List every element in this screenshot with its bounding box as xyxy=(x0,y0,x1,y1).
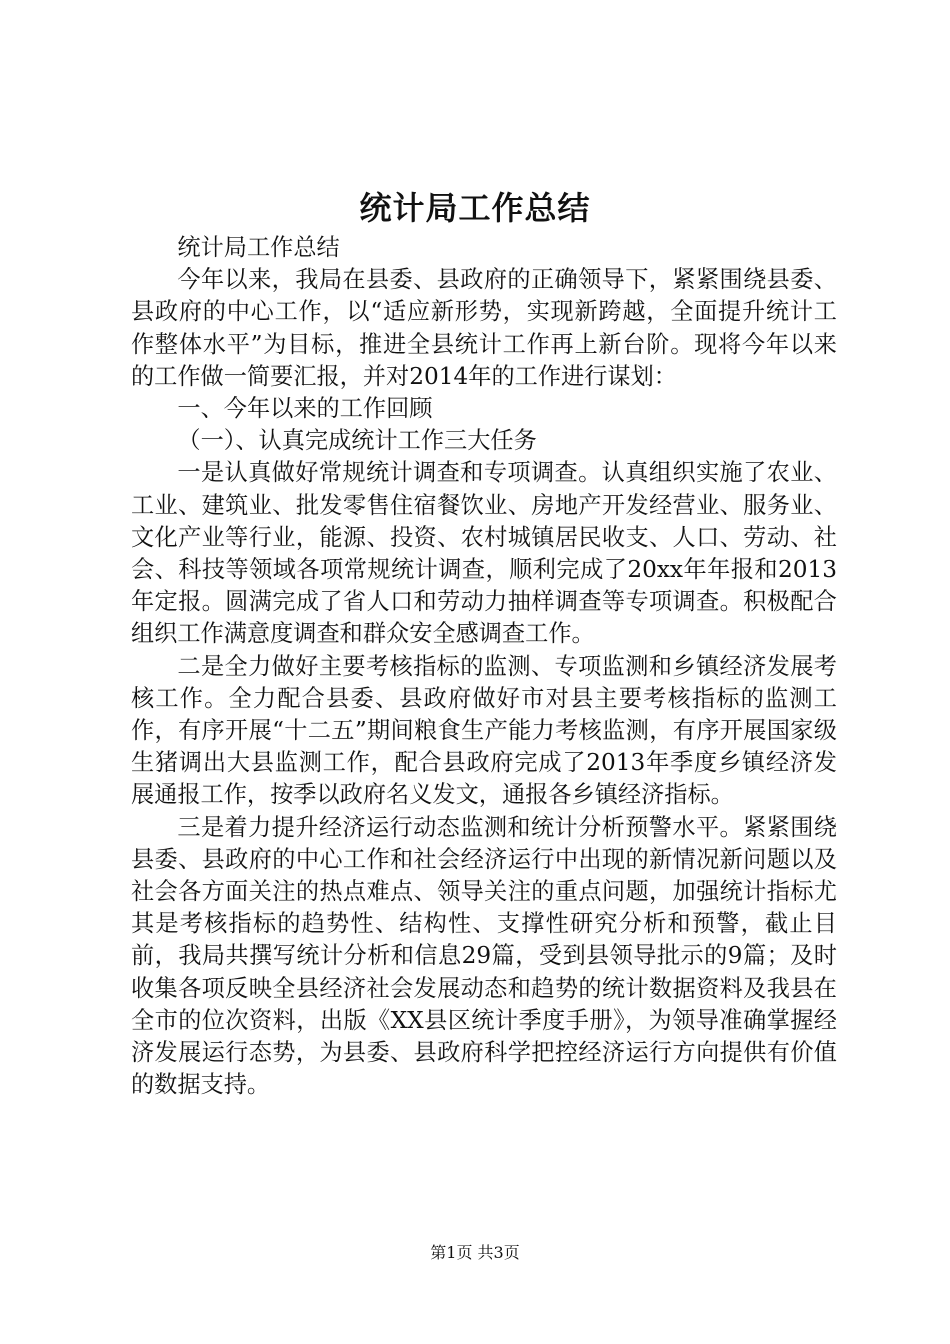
section-heading-review: 一、今年以来的工作回顾 xyxy=(177,395,433,423)
body-paragraph-task-three: 三是着力提升经济运行动态监测和统计分析预警水平。紧紧围绕县委、县政府的中心工作和社会经济运行中出现的新情况新问题以及社会各方面关注的热点难点、领导关注的重点问题，加强统计指标尤其是考核指标的趋势性、结构性、支撑性研究分析和预警，截止目前，我局共撰写统计分析和信息29篇，受到县领导批示的9篇；及时收集各项反映全县经济社会发展动态和趋势的统计数据资料及我县在全市的位次资料，出版《XX县区统计季度手册》，为领导准确掌握经济发展运行态势，为县委、县政府科学把控经济运行方向提供有价值的数据支持。 xyxy=(131,813,837,1099)
body-paragraph-intro: 今年以来，我局在县委、县政府的正确领导下，紧紧围绕县委、县政府的中心工作，以“适应新形势，实现新跨越，全面提升统计工作整体水平”为目标，推进全县统计工作再上新台阶。现将今年以来的工作做一简要汇报，并对2014年的工作进行谋划： xyxy=(131,266,837,390)
body-paragraph-heading: 统计局工作总结 xyxy=(177,234,340,261)
page-footer: 第1页 共3页 xyxy=(430,1243,520,1262)
document-title: 统计局工作总结 xyxy=(359,189,591,227)
document-body xyxy=(131,232,837,1101)
subsection-heading-tasks: （一）、认真完成统计工作三大任务 xyxy=(177,427,537,455)
body-paragraph-task-two: 二是全力做好主要考核指标的监测、专项监测和乡镇经济发展考核工作。全力配合县委、县政府做好市对县主要考核指标的监测工作，有序开展“十二五”期间粮食生产能力考核监测，有序开展国家级生猪调出大县监测工作，配合县政府完成了2013年季度乡镇经济发展通报工作，按季以政府名义发文，通报各乡镇经济指标。 xyxy=(131,652,837,809)
body-paragraph-task-one: 一是认真做好常规统计调查和专项调查。认真组织实施了农业、工业、建筑业、批发零售住宿餐饮业、房地产开发经营业、服务业、文化产业等行业，能源、投资、农村城镇居民收支、人口、劳动、社会、科技等领域各项常规统计调查，顺利完成了20xx年年报和2013年定报。圆满完成了省人口和劳动力抽样调查等专项调查。积极配合组织工作满意度调查和群众安全感调查工作。 xyxy=(131,459,837,648)
